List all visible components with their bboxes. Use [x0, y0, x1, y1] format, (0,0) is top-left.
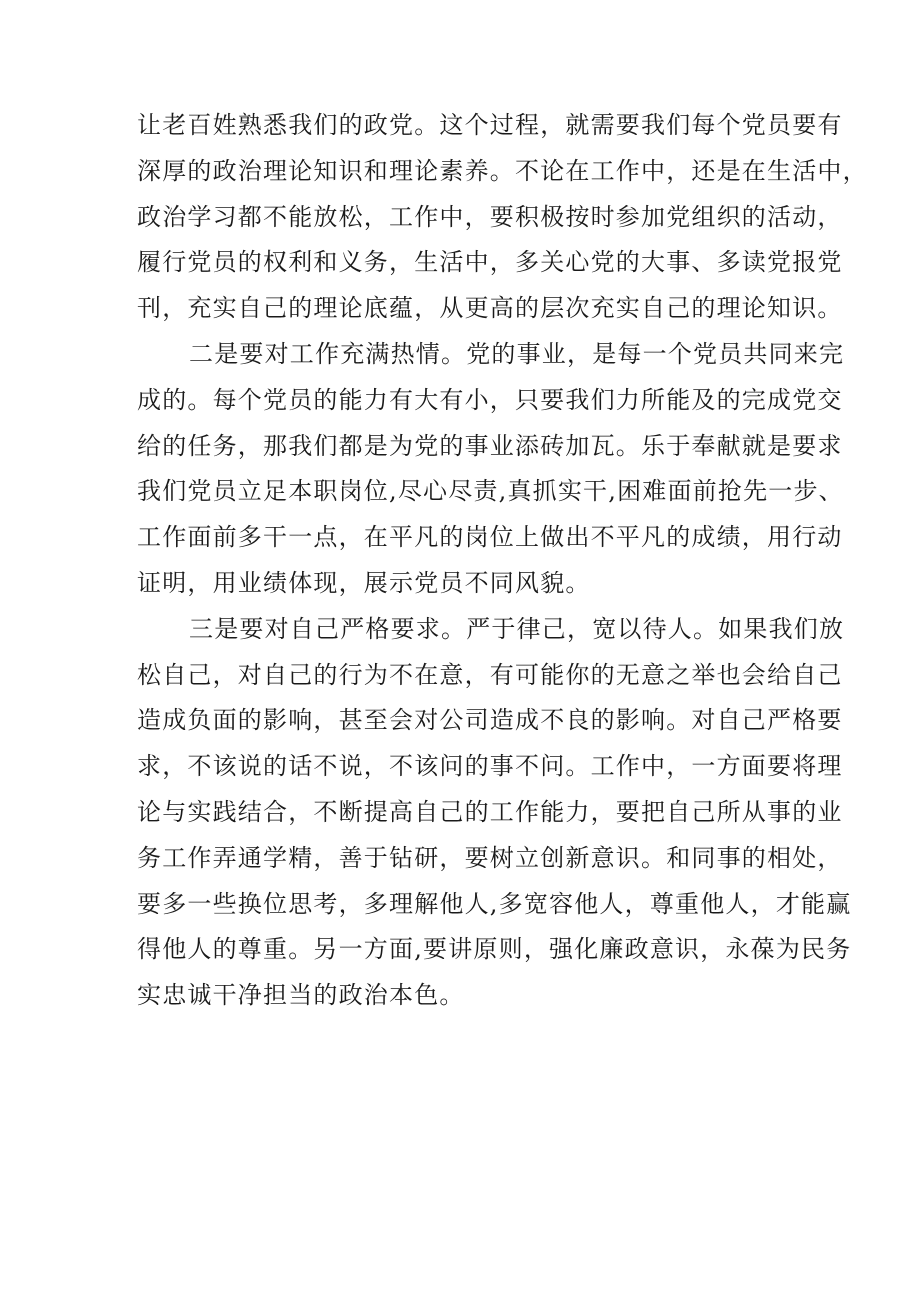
paragraph-start-line: 三是要对自己严格要求。严于律己，宽以待人。如果我们放 — [189, 614, 845, 643]
text-line: 证明，用业绩体现，展示党员不同风貌。 — [137, 568, 591, 597]
text-line: 务工作弄通学精，善于钻研，要树立创新意识。和同事的相处， — [137, 843, 843, 872]
text-line: 深厚的政治理论知识和理论素养。不论在工作中，还是在生活中， — [137, 156, 868, 185]
text-line: 履行党员的权利和义务，生活中，多关心党的大事、多读党报党 — [137, 248, 843, 277]
text-line: 给的任务，那我们都是为党的事业添砖加瓦。乐于奉献就是要求 — [137, 431, 843, 460]
text-line: 成的。每个党员的能力有大有小，只要我们力所能及的完成党交 — [137, 385, 843, 414]
text-line: 工作面前多干一点，在平凡的岗位上做出不平凡的成绩，用行动 — [137, 523, 843, 552]
text-line: 得他人的尊重。另一方面,要讲原则，强化廉政意识，永葆为民务 — [137, 935, 852, 964]
text-line: 松自己，对自己的行为不在意，有可能你的无意之举也会给自己 — [137, 660, 843, 689]
text-line: 政治学习都不能放松，工作中，要积极按时参加党组织的活动， — [137, 202, 843, 231]
text-line: 实忠诚干净担当的政治本色。 — [137, 981, 465, 1010]
text-line: 我们党员立足本职岗位,尽心尽责,真抓实干,困难面前抢先一步、 — [137, 477, 844, 506]
document-body — [137, 103, 868, 1019]
text-line: 求，不该说的话不说，不该问的事不问。工作中，一方面要将理 — [137, 752, 843, 781]
text-line: 刊，充实自己的理论底蕴，从更高的层次充实自己的理论知识。 — [137, 294, 843, 323]
text-line: 论与实践结合，不断提高自己的工作能力，要把自己所从事的业 — [137, 797, 843, 826]
text-line: 造成负面的影响，甚至会对公司造成不良的影响。对自己严格要 — [137, 706, 843, 735]
paragraph-start-line: 二是要对工作充满热情。党的事业，是每一个党员共同来完 — [189, 339, 845, 368]
text-line: 让老百姓熟悉我们的政党。这个过程，就需要我们每个党员要有 — [137, 111, 843, 139]
text-line: 要多一些换位思考，多理解他人,多宽容他人，尊重他人，才能赢 — [137, 889, 852, 918]
